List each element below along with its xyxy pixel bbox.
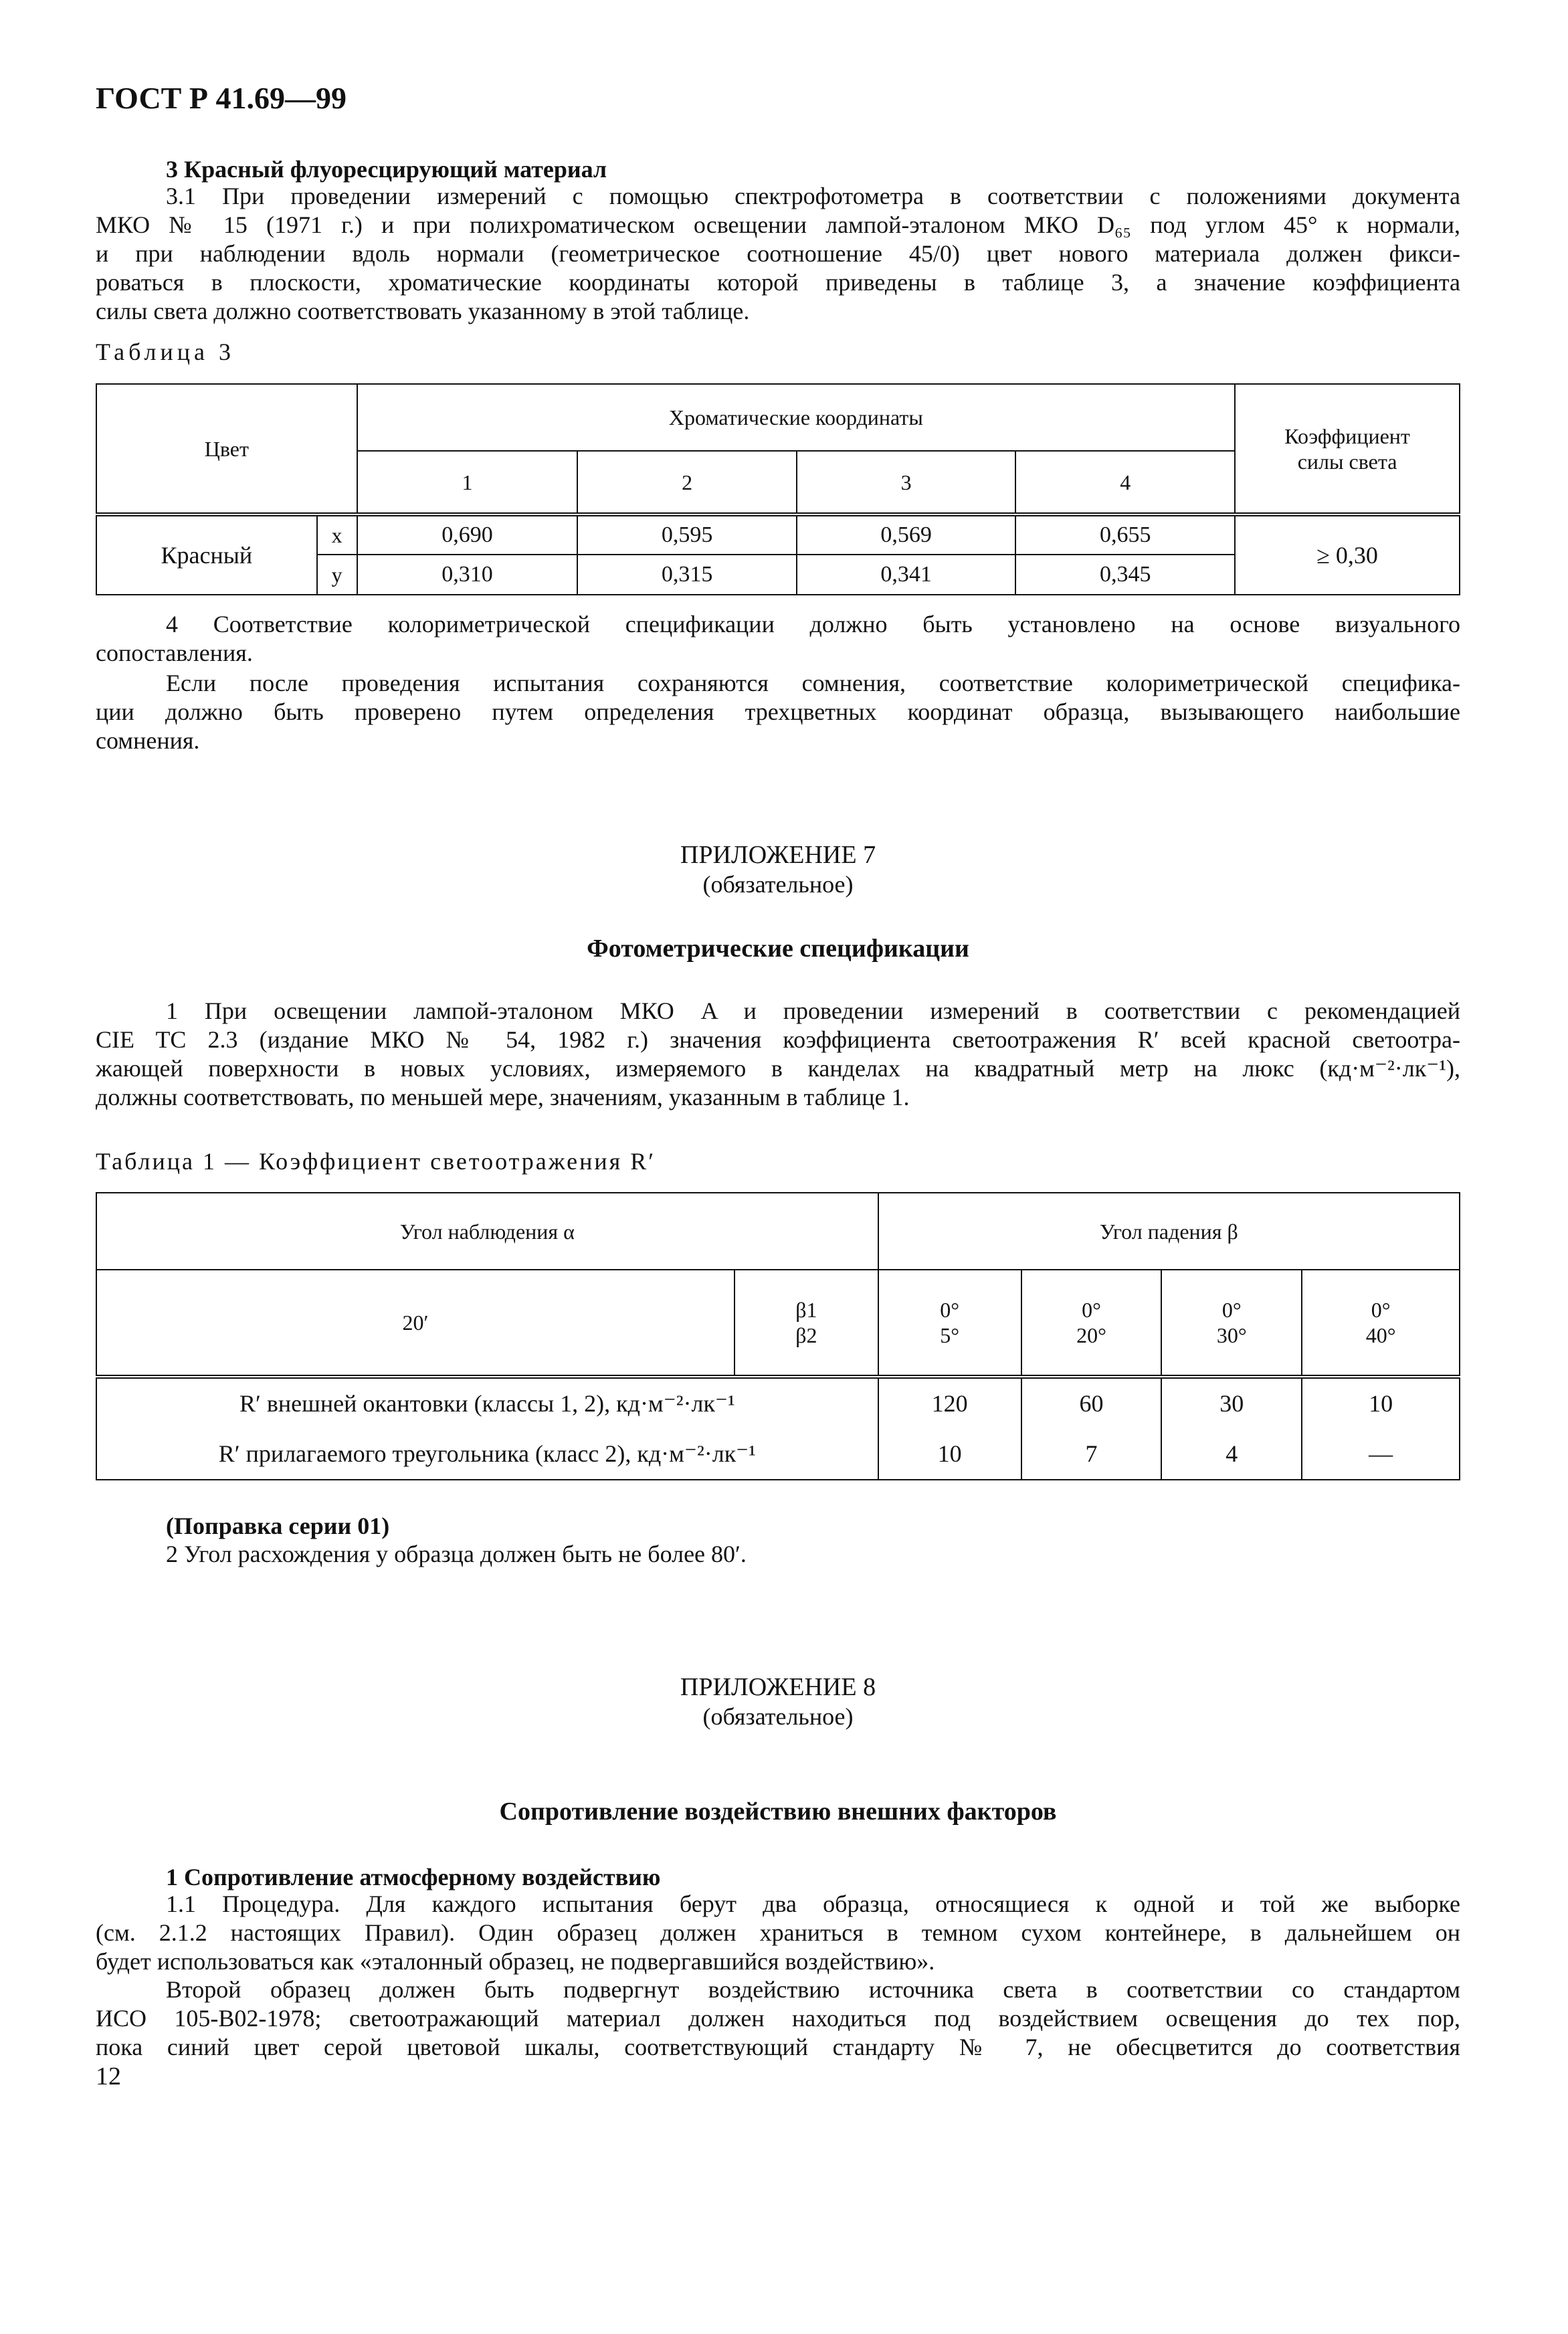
table3-cell: 0,655: [1015, 514, 1235, 555]
text-line: силы света должно соответствовать указанному в этой таблице.: [96, 298, 750, 324]
beta1-value: 0°: [1082, 1298, 1101, 1322]
beta2-label: β2: [795, 1323, 817, 1347]
table3-cell: 0,345: [1015, 555, 1235, 595]
appendix7-para1: [96, 997, 1460, 1112]
table1-row-label: R′ прилагаемого треугольника (класс 2), кд·м⁻²·лк⁻¹: [96, 1428, 878, 1480]
appendix7-title: ПРИЛОЖЕНИЕ 7: [680, 841, 876, 869]
appendix8-title: ПРИЛОЖЕНИЕ 8: [680, 1673, 876, 1701]
table1-caption: Таблица 1 — Коэффициент светоотражения R′: [96, 1148, 656, 1175]
text-line: и при наблюдении вдоль нормали (геометрическое соотношение 45/0) цвет нового материала должен фикси-: [96, 240, 1460, 267]
section3-para-3-1: [96, 182, 1460, 326]
beta-cell: [1302, 1270, 1460, 1377]
text-line: 1.1 Процедура. Для каждого испытания берут два образца, относящиеся к одной и той же выборке: [166, 1890, 1460, 1917]
text-line: роваться в плоскости, хроматические координаты которой приведены в таблице 3, а значение коэффициента: [96, 269, 1460, 296]
table1-cell: 4: [1161, 1428, 1302, 1480]
beta2-value: 30°: [1216, 1323, 1247, 1347]
beta2-value: 20°: [1076, 1323, 1106, 1347]
beta1-value: 0°: [1371, 1298, 1391, 1322]
table3-cell: 0,690: [357, 514, 578, 555]
table3-cell: 0,315: [577, 555, 797, 595]
text-line: жающей поверхности в новых условиях, измеряемого в канделах на квадратный метр на люкс (кд·м⁻²·лк⁻¹),: [96, 1055, 1460, 1082]
beta1-value: 0°: [940, 1298, 960, 1322]
beta2-value: 5°: [940, 1323, 960, 1347]
col-incidence-header: Угол падения β: [878, 1193, 1460, 1270]
beta1-value: 0°: [1221, 1298, 1242, 1322]
table3-caption: Таблица 3: [96, 338, 235, 365]
appendix8-para-2: [96, 1975, 1460, 2062]
table3-cell: 0,310: [357, 555, 578, 595]
appendix8-para-1-1: [96, 1890, 1460, 1976]
text-line: CIE TC 2.3 (издание МКО № 54, 1982 г.) значения коэффициента светоотражения R′ всей красной светоотра-: [96, 1026, 1460, 1053]
text-line: сопоставления.: [96, 640, 253, 666]
point-header: 2: [577, 451, 797, 514]
table1-cell: 10: [878, 1428, 1021, 1480]
text-line: ИСО 105-B02-1978; светоотражающий материал должен находиться под воздействием освещения до тех пор,: [96, 2005, 1460, 2032]
table1: [96, 1192, 1460, 1480]
beta2-value: 40°: [1365, 1323, 1396, 1347]
appendix8-subheading: 1 Сопротивление атмосферному воздействию: [166, 1864, 661, 1890]
beta-cell: [1021, 1270, 1162, 1377]
text-line: пока синий цвет серой цветовой шкалы, соответствующий стандарту № 7, не обесцветится до соответствия: [96, 2034, 1460, 2060]
text-line: 1 При освещении лампой-эталоном МКО A и проведении измерений в соответствии с рекомендацией: [166, 997, 1460, 1024]
amendment-note: (Поправка серии 01): [166, 1513, 390, 1539]
text-line: МКО № 15 (1971 г.) и при полихроматическом освещении лампой-эталоном МКО D₆₅ под углом 45° к нормали,: [96, 211, 1460, 238]
row-name: Красный: [96, 514, 317, 595]
table1-cell: 30: [1161, 1377, 1302, 1428]
section3-heading: 3 Красный флуоресцирующий материал: [166, 156, 607, 183]
beta1-label: β1: [795, 1298, 817, 1322]
doc-code: ГОСТ Р 41.69—99: [96, 81, 347, 115]
table1-cell: 60: [1021, 1377, 1162, 1428]
table3-cell: 0,569: [797, 514, 1016, 555]
obs-angle-value: 20′: [96, 1270, 734, 1377]
beta-cell: [1161, 1270, 1302, 1377]
col-color-header: Цвет: [96, 384, 357, 514]
appendix8-subtitle: (обязательное): [702, 1703, 854, 1730]
point-header: 4: [1015, 451, 1235, 514]
text-line: Если после проведения испытания сохраняются сомнения, соответствие колориметрической специфика-: [166, 670, 1460, 696]
text-line: 4 Соответствие колориметрической спецификации должно быть установлено на основе визуального: [166, 611, 1460, 638]
col-coef-header: [1235, 384, 1460, 514]
col-observation-header: Угол наблюдения α: [96, 1193, 878, 1270]
table1-cell: 120: [878, 1377, 1021, 1428]
text-line: Второй образец должен быть подвергнут воздействию источника света в соответствии со стандартом: [166, 1976, 1460, 2003]
coef-value: ≥ 0,30: [1235, 514, 1460, 595]
section3-para5: [96, 669, 1460, 755]
point-header: 3: [797, 451, 1016, 514]
table3-cell: 0,595: [577, 514, 797, 555]
text-line: ции должно быть проверено путем определения трехцветных координат образца, вызывающего наибольшие: [96, 698, 1460, 725]
col-chroma-header: Хроматические координаты: [357, 384, 1235, 451]
appendix8-heading: Сопротивление воздействию внешних факторов: [499, 1797, 1057, 1826]
appendix7-heading: Фотометрические спецификации: [587, 935, 969, 963]
y-label: y: [317, 555, 357, 595]
text-line: (см. 2.1.2 настоящих Правил). Один образец должен храниться в темном сухом контейнере, в дальнейшем он: [96, 1919, 1460, 1946]
page-number: 12: [96, 2062, 121, 2090]
table1-row-label: R′ внешней окантовки (классы 1, 2), кд·м⁻²·лк⁻¹: [96, 1377, 878, 1428]
table3-cell: 0,341: [797, 555, 1016, 595]
point-header: 1: [357, 451, 578, 514]
text-line: сомнения.: [96, 727, 200, 754]
beta-cell: [878, 1270, 1021, 1377]
beta-labels: [734, 1270, 878, 1377]
text-line: должны соответствовать, по меньшей мере, значениям, указанным в таблице 1.: [96, 1084, 910, 1110]
coef-header-text: Коэффициент силы света: [1284, 423, 1410, 474]
table1-cell: 10: [1302, 1377, 1460, 1428]
text-line: будет использоваться как «эталонный образец, не подвергавшийся воздействию».: [96, 1948, 935, 1975]
table1-cell: —: [1302, 1428, 1460, 1480]
text-line: 3.1 При проведении измерений с помощью спектрофотометра в соответствии с положениями документа: [166, 183, 1460, 209]
appendix7-para2: 2 Угол расхождения у образца должен быть не более 80′.: [166, 1541, 747, 1567]
table3: [96, 383, 1460, 595]
x-label: x: [317, 514, 357, 555]
appendix7-subtitle: (обязательное): [702, 871, 854, 898]
table1-cell: 7: [1021, 1428, 1162, 1480]
section3-para4: [96, 610, 1460, 668]
